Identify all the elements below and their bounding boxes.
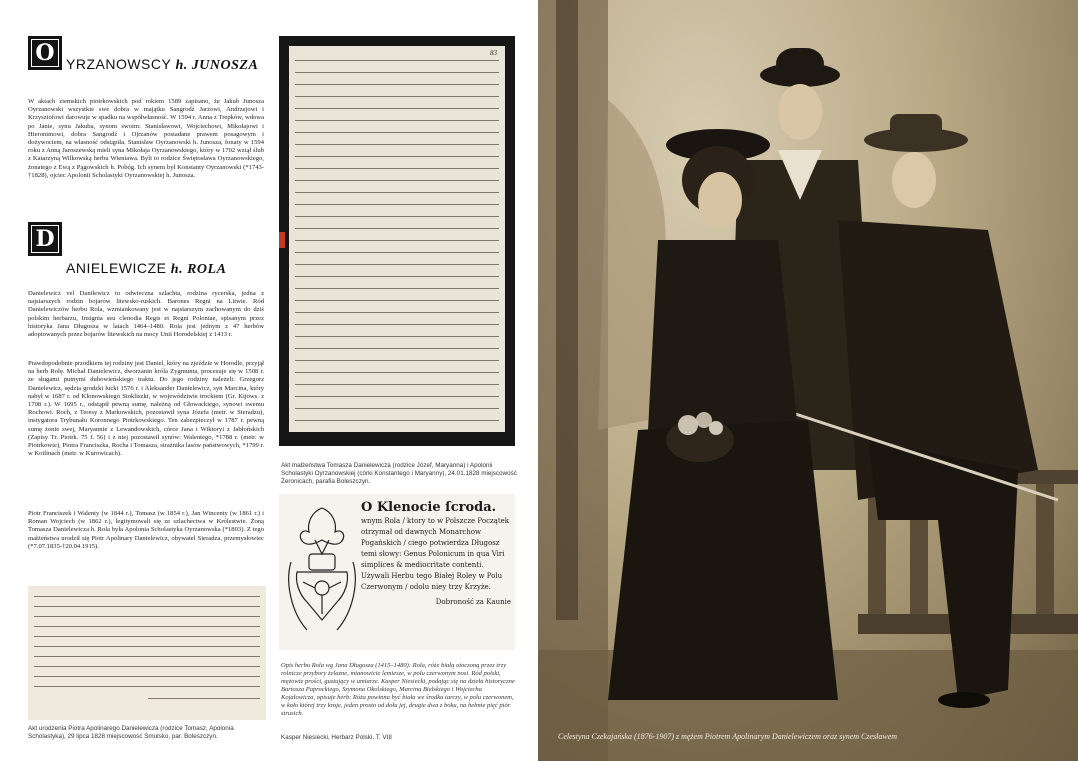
heading-oyrzanowscy (66, 56, 258, 74)
heading-danielewicze-clan: h. ROLA (170, 262, 227, 277)
armorial-print-body: wnym Rola / ktory to w Polszcze Początek otrzymał od dawnych Monarchow Pogańskich / ciego potwierdza Długosz temi słowy: Genus Polonicum in qua Viri simplices & mediocritate contenti. Używali Herbu tego Białej Roley w Polu Czerwonym / odolu niey trzy Krzyże. (361, 517, 510, 591)
rola-coat-of-arms-icon (287, 502, 357, 642)
initial-o-letter: O (31, 39, 59, 67)
scan-color-tab (279, 232, 285, 248)
marriage-record-paper (289, 46, 505, 432)
marriage-record-scan (279, 36, 515, 446)
armorial-source: Kasper Niesiecki, Herbarz Polski, T. VIII (281, 734, 392, 741)
heading-oyrzanowscy-clan: h. JUNOSZA (175, 58, 259, 73)
left-page (0, 0, 538, 761)
danielewicze-paragraph-3: Piotr Franciszek i Walenty (w 1844 r.), Tomasz (w 1854 r.), Jan Wincenty (w 1861 r.) i Roman Wojciech (w 1862 r.), legitymowali się ze szlachectwa w Królestwie. Żoną Tomasza Danielewicza h. Rola była Apolonia Scholastyka Oyrzanowska (*1803). Z tego małżeństwa urodził się Piotr Apolinary Danielewicz, obywatel Sieradza, przemysłowiec (*7.07.1835-†20.04.1915). (28, 510, 264, 550)
marriage-record-caption: Akt małżeństwa Tomasza Danielewicza (rodzice Józef, Maryanna) i Apolonii Scholastyki Oyrzanowskiej (córki Konstantego i Maryanny), 24.01.1828 miejscowość Żeronicach, parafia Boleszczyn. (281, 462, 517, 485)
armorial-caption: Opis herbu Rola wg Jana Długosza (1415–1480): Rola, róże białą otoczoną przez trzy rolnicze przybory żelazne, mianowicie lemiesze, w polu czerwonym nosi. Ród polski, mężowie prości, gustujący w umiarze. Kasper Niesiecki, podając się na dzieła historyczne Bartosza Paprockiego, Szymona Okolskiego, Marcina Bielskiego i Wojciecha Kojałowicza, opisuje herb: Róża powinna być biała we środku tarczy, w polu czerwonem, w koło której trzy kroje, jeden prosto od dołu jej, drugie dwa z boku, na hełmie pięć piór strusich. (281, 662, 515, 717)
armorial-print-footer: Dobroność za Kaunie (435, 598, 511, 606)
oyrzanowscy-body: W aktach ziemskich piotrkowskich pod rokiem 1589 zapisano, że Jakub Junosza Oyrzanowski wszystkie swe dobra w majątku Sangrodź Jarzowi, Andrzejowi i Krzysztofowi darowuje w spadku na współwłasność. W 1594 r. Anna z Trepków, wdowa po Janie, synu Jakuba, synom swoim: Stanisławowi, Wojciechowi, Mikołajowi i Hieronimowi, dobra Sangrodź i Ojrzanów posiadane prawem posagowym i dożywociem, na własność odstąpiła. Stanisław Oyrzanowski h. Junosza, fonaty w 1594 roku z Anną Jaroszewską mieli syna Mikołaja Oyrzanowskiego, który w 1702 wziął ślub z Katarzyną Wilkowską herbu Wieniawa. Byli to rodzice Świętosława Oyrzanowskiego, żonatego z Ewą z Pągowskich h. Pobóg. Ich synem był Konstanty Oyrzanowski (*1743-†1828), ojciec Apolonii Scholastyki Oyrzanowskiej h. Junosza. (28, 98, 264, 179)
armorial-print (279, 494, 515, 650)
portrait-illustration (538, 0, 1078, 761)
birth-record-scan (28, 586, 266, 720)
heading-danielewicze-name: ANIELEWICZE (66, 260, 167, 276)
initial-d-letter: D (31, 225, 59, 253)
portrait-caption: Celestyna Czekajańska (1876-1907) z mężem Piotrem Apolinarym Danielewiczem oraz synem Czesławem (558, 732, 898, 741)
armorial-print-text (361, 502, 511, 608)
heading-oyrzanowscy-name: YRZANOWSCY (66, 56, 172, 72)
marriage-record-page-number: 83 (490, 49, 497, 57)
danielewicze-paragraph-2: Prawdopodobnie przodkiem tej rodziny jest Daniel, który na zjeździe w Horodle, przyjął na herb Rolę. Michał Danielewicz, dworzanin króla Zygmunta, procesuje się w 1508 r. ze sługami putnymi dubowieńskiego traktu. Do jego rodziny należeli: Grzegorz Danielewicz, sędzia grodzki łucki 1576 r. i Aleksander Danielewicz, syn Marcina, który nabył w 1687 r. od Klonowskiego Stokliszki, w województwie trockiem (Gr. Kijows. z 1708 r.). W 1695 r., odstąpił pewną sumę, należną od Głowackiego, synowi swemu Rochowi. Roch, z Teresy z Markowskich, pozostawił syna Józefa (metr. w Sieradzu), instygatora Trybunału Koronnego Piotrkowskiego. Ten zabezpieczył w 1787 r. pewną sumę żonie swej, Maryannie z Lewandowskich, córce Jana i Wiktoryi z Jabłońskich (Zapisy Tr. Piotrk. 75 f. 56) i z niej pozostawił synów: Walentego, *1788 r. (metr. w Piotrkowie), Piotra Franciszka, Rocha i Tomasza, strażnika lasów państwowych, *1799 r. w Kotlinach (metr. w Kurowicach). (28, 360, 264, 458)
initial-d (28, 222, 62, 256)
initial-o (28, 36, 62, 70)
danielewicze-paragraph-1: Danielewicz vel Danilewicz to odwieczna szlachta, rodzina rycerska, jedna z najstarszych rodzin bojarów litewsko-ruskich. Barones Regni na Litwie. Ród Danielewiczów herbu Rola, wzmiankowany jest w najstarszym zachowanym do dziś polskim herbarzu, Insignia seu clenodia Regis et Regni Poloniae, spisanym przez historyka Jana Długosza w latach 1464–1480. Rola jest jednym z 47 herbów adoptowanych przez bojarów litewskich na mocy Unii Horodelskiej z 1413 r. (28, 290, 264, 339)
heading-danielewicze (66, 260, 226, 278)
family-portrait-photo (538, 0, 1078, 761)
birth-record-caption: Akt urodzenia Piotra Apolinarego Danielewicza (rodzice Tomasz, Apolonia Scholastyka), 29 lipca 1828 miejscowość Smulsko, par. Boleszczyn. (28, 725, 234, 740)
armorial-print-title: O Klenocie ſcroda. (361, 500, 497, 515)
